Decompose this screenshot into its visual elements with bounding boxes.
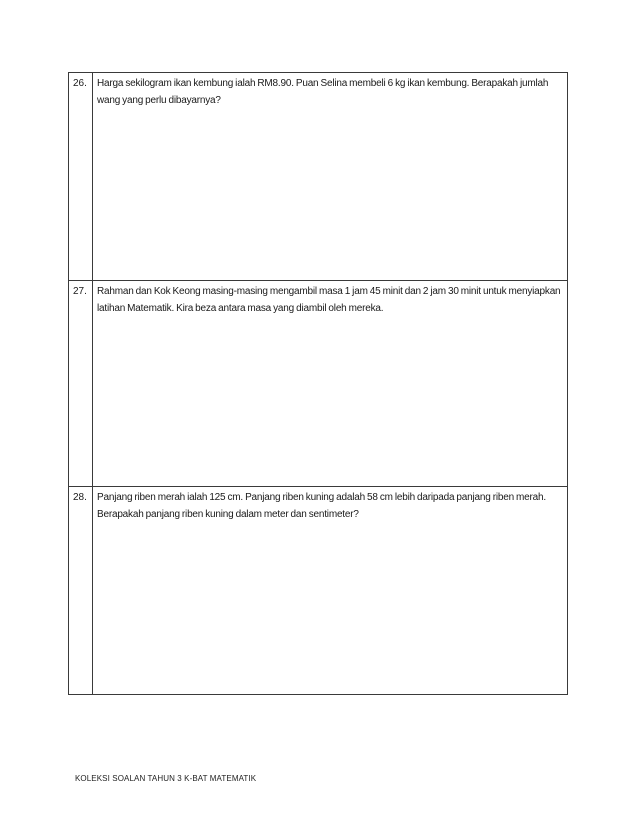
question-answer-cell[interactable] — [93, 487, 568, 695]
question-answer-cell[interactable] — [93, 73, 568, 281]
question-table — [68, 72, 568, 695]
question-number: 26. — [69, 73, 93, 281]
question-number: 28. — [69, 487, 93, 695]
question-text: Rahman dan Kok Keong masing-masing mengambil masa 1 jam 45 minit dan 2 jam 30 minit untuk menyiapkan latihan Matematik. Kira beza antara masa yang diambil oleh mereka. — [97, 286, 561, 314]
question-answer-cell[interactable] — [93, 281, 568, 487]
page-footer: KOLEKSI SOALAN TAHUN 3 K-BAT MATEMATIK — [75, 774, 257, 783]
question-row — [69, 281, 568, 487]
question-row — [69, 73, 568, 281]
question-text: Panjang riben merah ialah 125 cm. Panjang riben kuning adalah 58 cm lebih daripada panjang riben merah. Berapakah panjang riben kuning dalam meter dan sentimeter? — [97, 492, 546, 520]
question-text: Harga sekilogram ikan kembung ialah RM8.90. Puan Selina membeli 6 kg ikan kembung. Berapakah jumlah wang yang perlu dibayarnya? — [97, 78, 549, 106]
question-row — [69, 487, 568, 695]
question-number: 27. — [69, 281, 93, 487]
